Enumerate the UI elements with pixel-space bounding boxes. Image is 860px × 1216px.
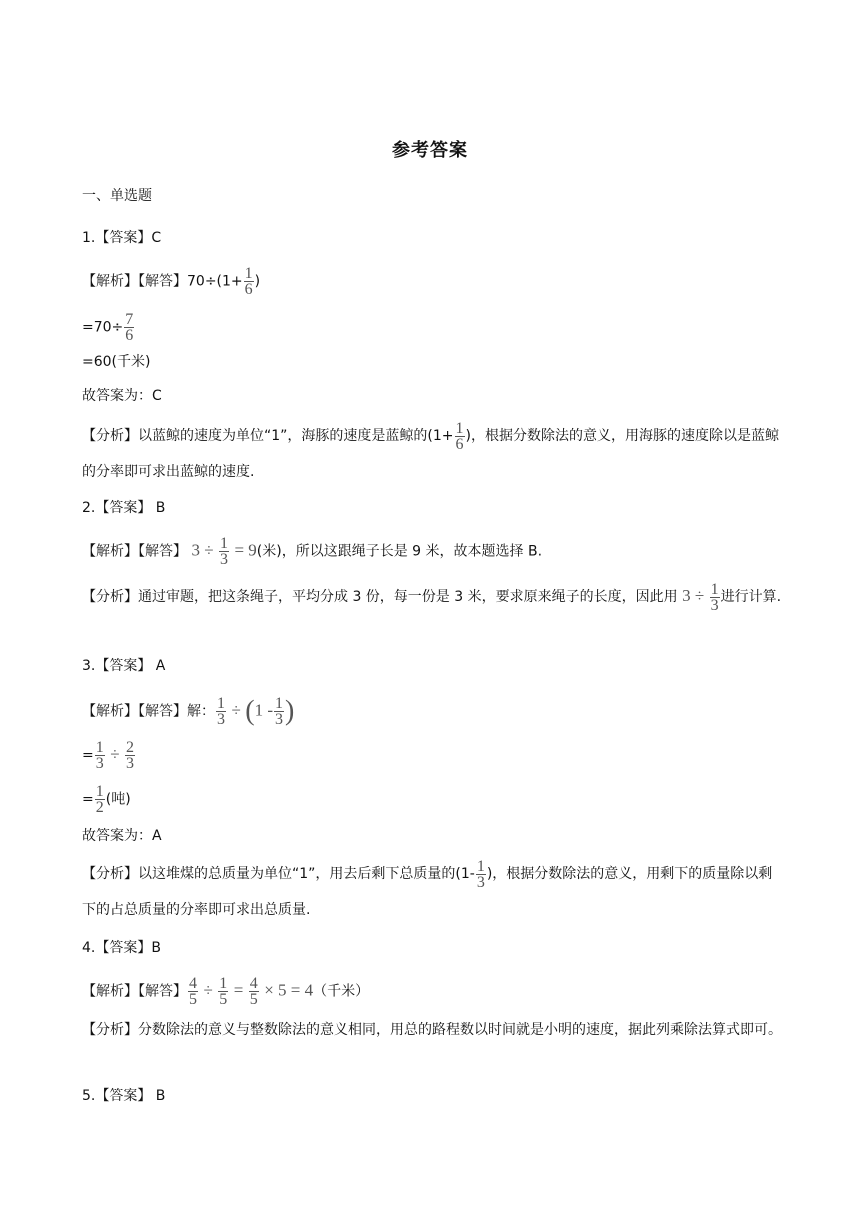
fraction: $\frac{2}{3}$ <box>125 739 134 772</box>
fraction: $\frac{1}{3}$ <box>476 857 485 891</box>
fraction: $\frac{1}{2}$ <box>95 783 104 816</box>
q1-jiexi-text: 【解析】【解答】70÷(1+ <box>82 273 243 290</box>
q3-answer: 3.【答案】 A <box>82 658 166 674</box>
fraction: $\frac{1}{3}$ <box>710 580 719 614</box>
q3-step3: = $\frac{1}{2}$ (吨) <box>82 783 131 816</box>
q3-step2: = $\frac{1}{3}$ ÷ $\frac{2}{3}$ <box>82 739 134 772</box>
fraction: $\frac{7}{6}$ <box>125 311 134 344</box>
fraction: $\frac{1}{3}$ <box>217 695 225 728</box>
fraction: $\frac{1}{5}$ <box>219 975 228 1008</box>
q5-answer: 5.【答案】 B <box>82 1088 166 1104</box>
q1-jiexi: 【解析】【解答】70÷(1+ $\frac{1}{6}$ ) <box>82 265 261 298</box>
q4-jiexi: 【解析】【解答】 $\frac{4}{5}$ ÷ $\frac{1}{5}$ = $\frac{4}{5}$ × 5 = 4（千米） <box>82 975 370 1008</box>
q4-analysis: 【分析】分数除法的意义与整数除法的意义相同，用总的路程数以时间就是小明的速度，据此列乘除法算式即可。 <box>82 1022 782 1038</box>
page-title: 参考答案 <box>392 140 468 161</box>
q3-result: 故答案为：A <box>82 828 162 844</box>
fraction: $\frac{4}{5}$ <box>249 975 258 1008</box>
q3-analysis: 【分析】以这堆煤的总质量为单位“1”，用去后剩下总质量的(1- $\frac{1}{3}$ )，根据分数除法的意义，用剩下的质量除以剩下的占总质量的分率即可求出总质量. <box>82 857 773 918</box>
q4-answer: 4.【答案】B <box>82 940 161 956</box>
q1-result: 故答案为：C <box>82 388 162 404</box>
fraction: $\frac{1}{6}$ <box>244 265 253 298</box>
fraction: $\frac{1}{3}$ <box>95 739 104 772</box>
fraction: $\frac{1}{6}$ <box>455 419 464 453</box>
fraction: $\frac{1}{3}$ <box>220 535 228 568</box>
fraction: $\frac{4}{5}$ <box>189 975 197 1008</box>
q1-step2: =70÷ $\frac{7}{6}$ <box>82 311 134 344</box>
q1-analysis: 【分析】以蓝鲸的速度为单位“1”，海豚的速度是蓝鲸的(1+ $\frac{1}{6}$ )，根据分数除法的意义，用海豚的速度除以是蓝鲸的分率即可求出蓝鲸的速度. <box>82 419 779 480</box>
q1-answer: 1.【答案】C <box>82 230 162 246</box>
q1-step3: =60(千米) <box>82 354 151 370</box>
q2-answer: 2.【答案】 B <box>82 500 166 516</box>
q2-analysis: 【分析】通过审题，把这条绳子，平均分成 3 份，每一份是 3 米，要求原来绳子的长度，因此用 3 ÷ $\frac{1}{3}$ 进行计算. <box>82 580 782 614</box>
q3-jiexi: 【解析】【解答】解： $\frac{1}{3}$ ÷ (1 - $\frac{1}{3}$ ) <box>82 695 295 728</box>
q2-jiexi: 【解析】【解答】 3 ÷ $\frac{1}{3}$ = 9(米)，所以这跟绳子长是 9 米，故本题选择 B. <box>82 535 543 568</box>
fraction: $\frac{1}{3}$ <box>275 695 283 728</box>
section-heading: 一、单选题 <box>82 188 152 204</box>
math-expression: 3 ÷ <box>191 540 214 560</box>
